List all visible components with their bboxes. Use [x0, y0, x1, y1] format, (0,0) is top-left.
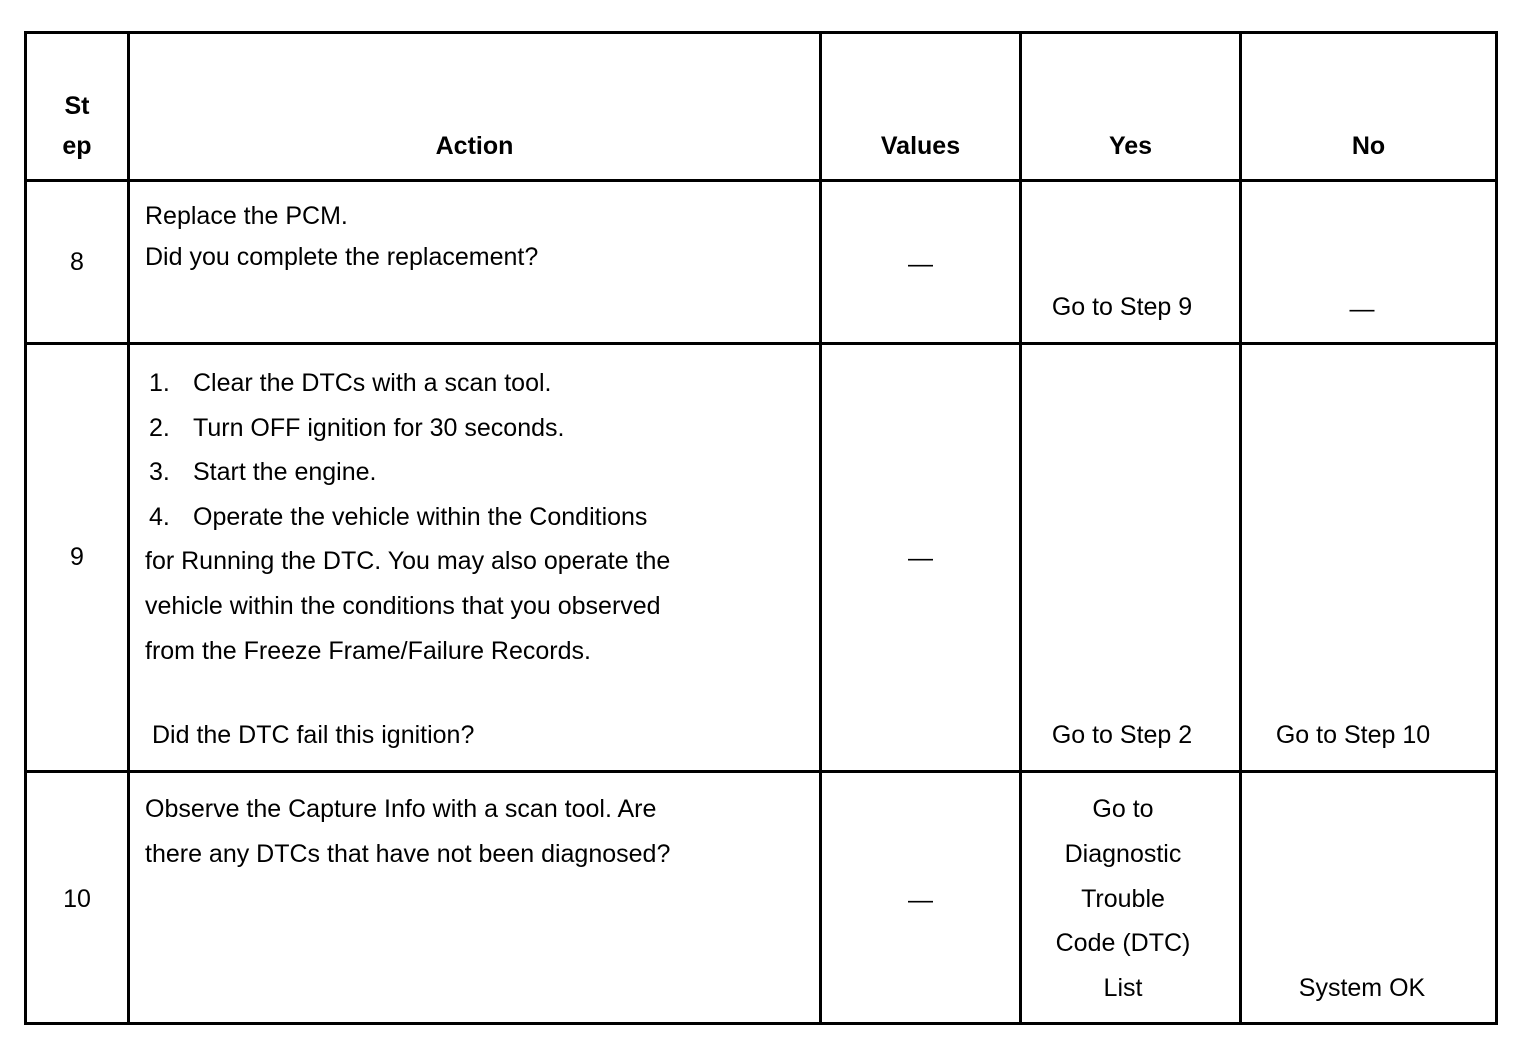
header-values: Values: [880, 132, 961, 160]
action-line: from the Freeze Frame/Failure Records.: [145, 636, 591, 665]
header-step: [27, 86, 127, 166]
row-divider: [27, 342, 1495, 345]
action-text: [145, 787, 670, 877]
values-cell: —: [908, 250, 933, 278]
row-divider: [27, 770, 1495, 773]
step-number: 8: [70, 248, 84, 276]
action-line: for Running the DTC. You may also operate the: [145, 547, 671, 575]
list-item: [145, 450, 670, 495]
action-text: [145, 196, 538, 278]
yes-line: Diagnostic: [1064, 839, 1182, 868]
yes-line: Trouble: [1081, 884, 1165, 913]
list-item: [145, 361, 670, 406]
yes-cell: Go to Step 9: [1051, 293, 1193, 321]
no-cell: System OK: [1298, 974, 1426, 1002]
row-divider: [27, 179, 1495, 182]
yes-cell: Go to Step 2: [1051, 721, 1193, 749]
step-number: 9: [70, 543, 84, 571]
action-step-list: [145, 361, 670, 539]
list-text: Start the engine.: [193, 458, 377, 486]
action-line: vehicle within the conditions that you observed: [145, 591, 661, 620]
step-number: 10: [63, 885, 91, 913]
values-cell: —: [908, 886, 933, 914]
list-item: [145, 495, 670, 540]
yes-line: List: [1103, 974, 1143, 1003]
column-divider: [819, 34, 822, 1022]
yes-cell: [1022, 787, 1224, 1011]
action-line: Did you complete the replacement?: [145, 243, 539, 271]
header-no: No: [1351, 132, 1386, 160]
action-text: [145, 361, 670, 673]
action-line: Observe the Capture Info with a scan tool. Are: [145, 795, 657, 823]
action-line: Replace the PCM.: [145, 202, 348, 230]
diagnostic-table: [24, 31, 1498, 1025]
header-action: Action: [435, 132, 514, 160]
list-text: Operate the vehicle within the Conditions: [193, 502, 648, 531]
list-item: [145, 406, 670, 451]
no-cell: —: [1349, 295, 1375, 323]
yes-line: Go to: [1092, 795, 1154, 823]
header-step-line2: ep: [62, 132, 92, 160]
header-yes: Yes: [1108, 132, 1153, 160]
no-cell: Go to Step 10: [1275, 721, 1431, 749]
column-divider: [127, 34, 130, 1022]
action-line: there any DTCs that have not been diagnosed?: [145, 839, 671, 868]
values-cell: —: [908, 544, 933, 572]
list-number: 4.: [149, 502, 170, 531]
column-divider: [1239, 34, 1242, 1022]
list-text: Turn OFF ignition for 30 seconds.: [193, 413, 565, 442]
action-question: Did the DTC fail this ignition?: [152, 721, 475, 749]
action-continuation: [145, 539, 670, 673]
header-step-line1: St: [64, 92, 90, 120]
list-text: Clear the DTCs with a scan tool.: [193, 369, 552, 397]
list-number: 1.: [149, 369, 170, 397]
list-number: 3.: [149, 458, 170, 486]
list-number: 2.: [149, 413, 170, 442]
yes-line: Code (DTC): [1055, 929, 1191, 958]
